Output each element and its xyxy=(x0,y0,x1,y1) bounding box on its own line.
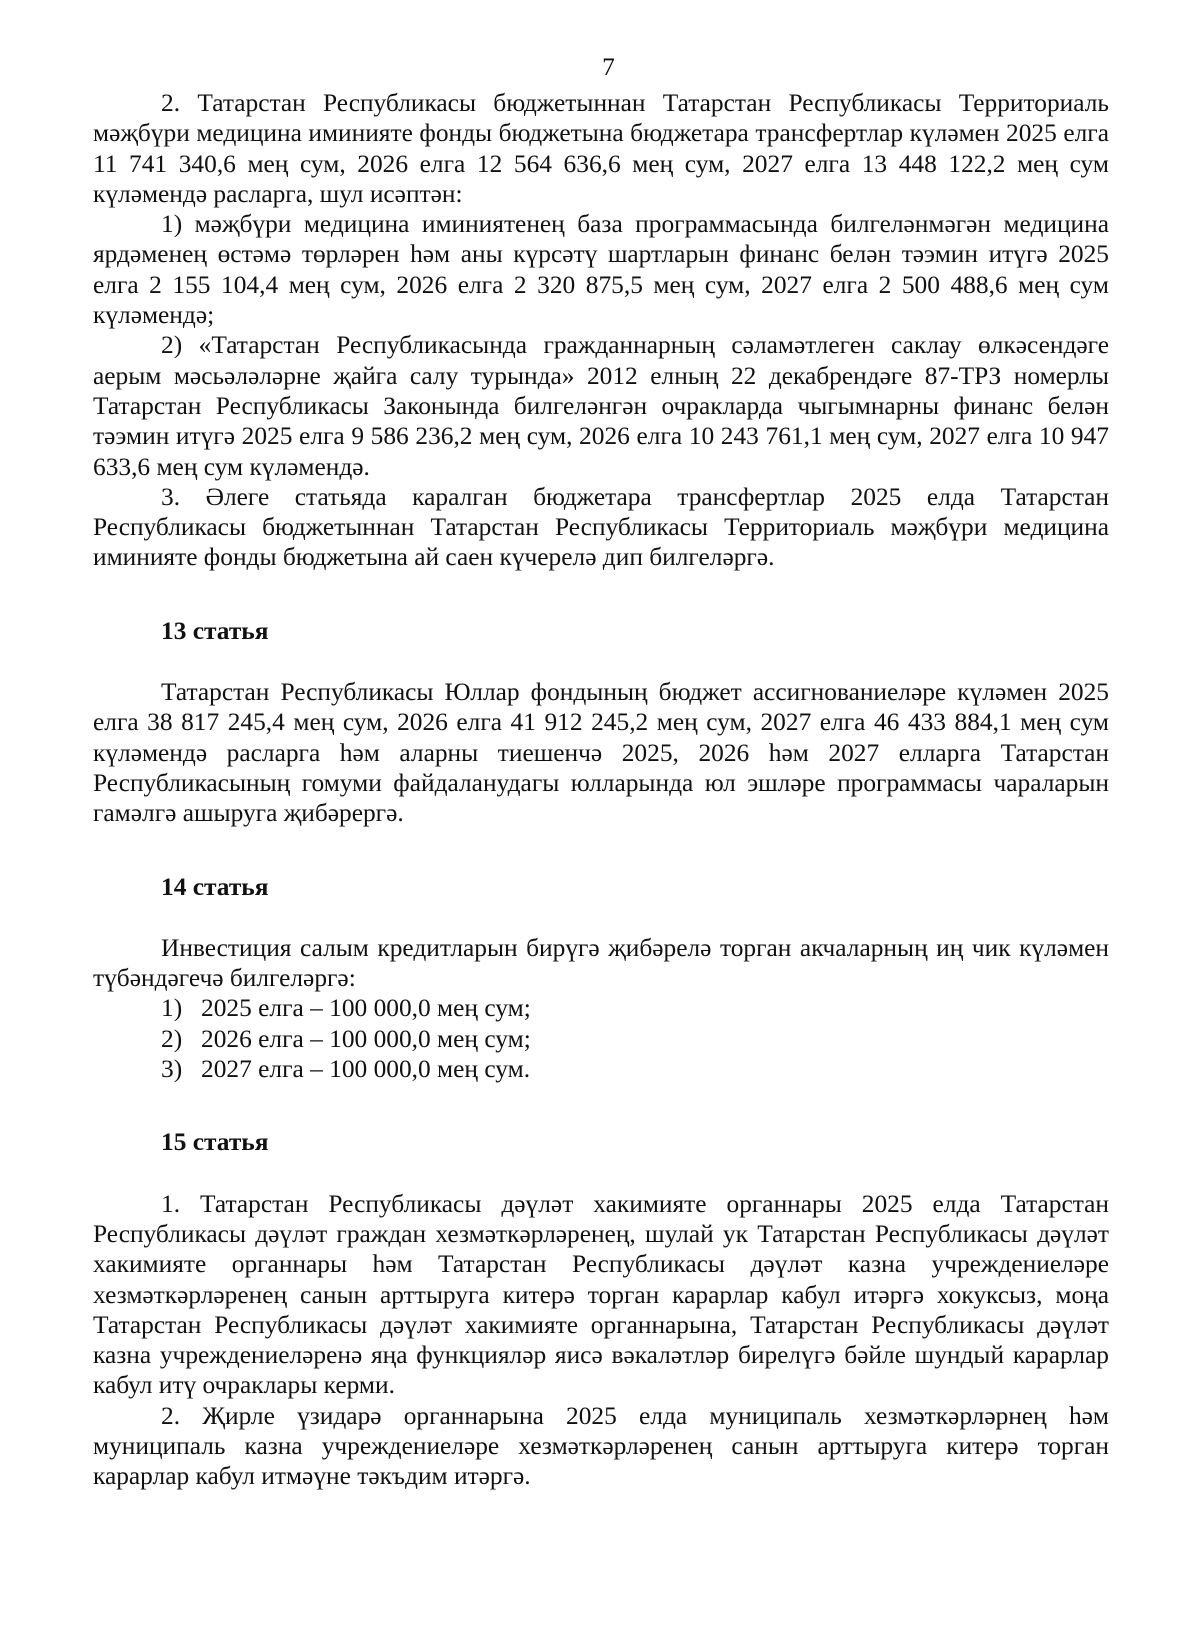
list-item-number: 3) xyxy=(161,1055,183,1084)
spacer xyxy=(93,829,1109,872)
document-page xyxy=(93,52,1109,1492)
article-15-paragraph-2: 2. Җирле үзидарә органнарына 2025 елда муниципаль хезмәткәрләрнең һәм муниципаль казна учреждениеләре хезмәткәрләренең санын арттыруга китерә торган карарлар кабул итмәүне тәкъдим итәргә. xyxy=(93,1401,1109,1491)
spacer xyxy=(93,646,1109,677)
list-item xyxy=(93,993,1109,1023)
paragraph-transfers: 2. Татарстан Республикасы бюджетыннан Татарстан Республикасы Территориаль мәҗбүри медицина иминияте фонды бюджетына бюджетара трансфертлар күләмен 2025 елга 11 741 340,6 мең сум, 2026 елга 12 564 636,6 мең сум, 2027 елга 13 448 122,2 мең сум күләмендә расларга, шул исәптән: xyxy=(93,89,1109,208)
article-15-heading: 15 статья xyxy=(161,1128,269,1157)
list-item-text: 2026 елга – 100 000,0 мең сум; xyxy=(201,1024,531,1053)
spacer xyxy=(93,902,1109,933)
paragraph-point-3: 3. Әлеге статьяда каралган бюджетара трансфертлар 2025 елда Татарстан Республикасы бюджетыннан Татарстан Республикасы Территориаль мәҗбүри медицина иминияте фонды бюджетына ай саен күчерелә дип билгеләргә. xyxy=(93,482,1109,572)
spacer xyxy=(93,1158,1109,1189)
paragraph-item-2: 2) «Татарстан Республикасында гражданнарның сәламәтлеген саклау өлкәсендәге аерым мәсьәләләрне җайга салу турында» 2012 елның 22 декабрендәге 87-ТРЗ номерлы Татарстан Республикасы Законында билгеләнгән очракларда чыгымнарны финанс белән тәэмин итүгә 2025 елга 9 586 236,2 мең сум, 2026 елга 10 243 761,1 мең сум, 2027 елга 10 947 633,6 мең сум күләмендә. xyxy=(93,331,1109,481)
paragraph-item-1: 1) мәҗбүри медицина иминиятенең база программасында билгеләнмәгән медицина ярдәменең өстәмә төрләрен һәм аны күрсәтү шартларын финанс белән тәэмин итүгә 2025 елга 2 155 104,4 мең сум, 2026 елга 2 320 875,5 мең сум, 2027 елга 2 500 488,6 мең сум күләмендә; xyxy=(93,210,1109,330)
list-item-number: 2) xyxy=(161,1024,183,1053)
article-13-heading: 13 статья xyxy=(161,616,269,645)
page-number: 7 xyxy=(602,53,615,81)
list-item-number: 1) xyxy=(161,994,183,1023)
list-item-text: 2025 елга – 100 000,0 мең сум; xyxy=(201,994,531,1023)
list-item xyxy=(93,1054,1109,1084)
article-14-heading: 14 статья xyxy=(161,872,269,901)
list-item xyxy=(93,1024,1109,1054)
spacer xyxy=(93,573,1109,616)
article-14-intro: Инвестиция салым кредитларын бирүгә җибәрелә торган акчаларның иң чик күләмен түбәндәгечә билгеләргә: xyxy=(93,933,1109,993)
article-15-paragraph-1: 1. Татарстан Республикасы дәүләт хакимияте органнары 2025 елда Татарстан Республикасы дәүләт граждан хезмәткәрләренең, шулай ук Татарстан Республикасы дәүләт хакимияте органнары һәм Татарстан Республикасы дәүләт казна учреждениеләре хезмәткәрләренең санын арттыруга китерә торган карарлар кабул итәргә хокуксыз, моңа Татарстан Республикасы дәүләт хакимияте органнарына, Татарстан Республикасы дәүләт казна учреждениеләренә яңа функцияләр яисә вәкаләтләр бирелүгә бәйле шундый карарлар кабул итү очраклары керми. xyxy=(93,1189,1109,1400)
spacer xyxy=(93,1084,1109,1127)
list-item-text: 2027 елга – 100 000,0 мең сум. xyxy=(201,1055,531,1084)
article-13-text: Татарстан Республикасы Юллар фондының бюджет ассигнованиеләре күләмен 2025 елга 38 817 245,4 мең сум, 2026 елга 41 912 245,2 мең сум, 2027 елга 46 433 884,1 мең сум күләмендә расларга һәм аларны тиешенчә 2025, 2026 һәм 2027 елларга Татарстан Республикасының гомуми файдаланудагы юлларында юл эшләре программасы чараларын гамәлгә ашыруга җибәрергә. xyxy=(93,678,1109,828)
